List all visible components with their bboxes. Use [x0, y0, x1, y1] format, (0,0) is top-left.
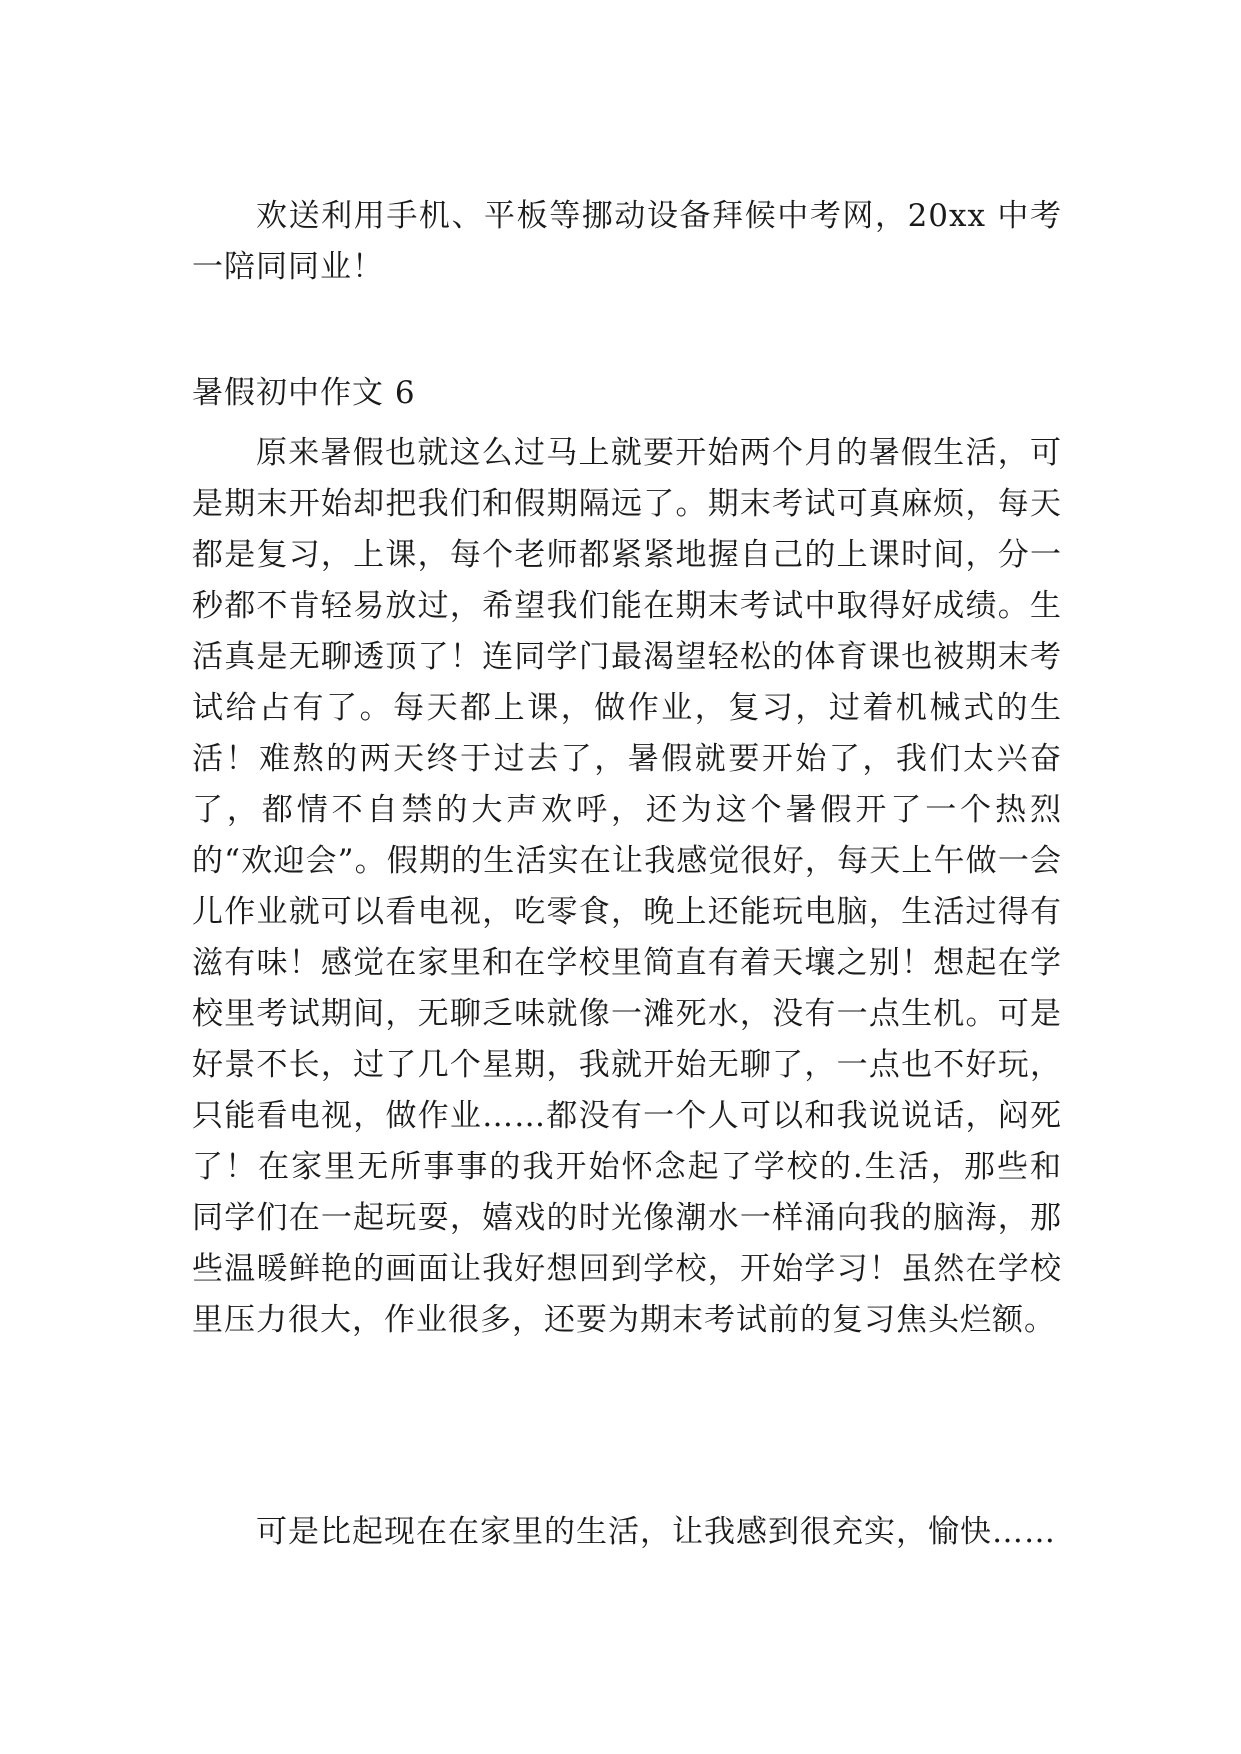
body-paragraph: 原来暑假也就这么过马上就要开始两个月的暑假生活，可是期末开始却把我们和假期隔远了。期末考试可真麻烦，每天都是复习，上课，每个老师都紧紧地握自己的上课时间，分一秒都不肯轻易放过，希望我们能在期末考试中取得好成绩。生活真是无聊透顶了！连同学门最渴望轻松的体育课也被期末考试给占有了。每天都上课，做作业，复习，过着机械式的生活！难熬的两天终于过去了，暑假就要开始了，我们太兴奋了，都情不自禁的大声欢呼，还为这个暑假开了一个热烈的“欢迎会”。假期的生活实在让我感觉很好，每天上午做一会儿作业就可以看电视，吃零食，晚上还能玩电脑，生活过得有滋有味！感觉在家里和在学校里简直有着天壤之别！想起在学校里考试期间，无聊乏味就像一滩死水，没有一点生机。可是好景不长，过了几个星期，我就开始无聊了，一点也不好玩，只能看电视，做作业……都没有一个人可以和我说说话，闷死了！在家里无所事事的我开始怀念起了学校的.生活，那些和同学们在一起玩耍，嬉戏的时光像潮水一样涌向我的脑海，那些温暖鲜艳的画面让我好想回到学校，开始学习！虽然在学校里压力很大，作业很多，还要为期末考试前的复习焦头烂额。 — [192, 435, 1062, 1338]
section-title: 暑假初中作文 6 — [192, 375, 416, 411]
final-paragraph: 可是比起现在在家里的生活，让我感到很充实，愉快…… — [256, 1514, 1056, 1550]
welcome-paragraph: 欢送利用手机、平板等挪动设备拜候中考网，20xx 中考一陪同同业！ — [192, 198, 1062, 285]
